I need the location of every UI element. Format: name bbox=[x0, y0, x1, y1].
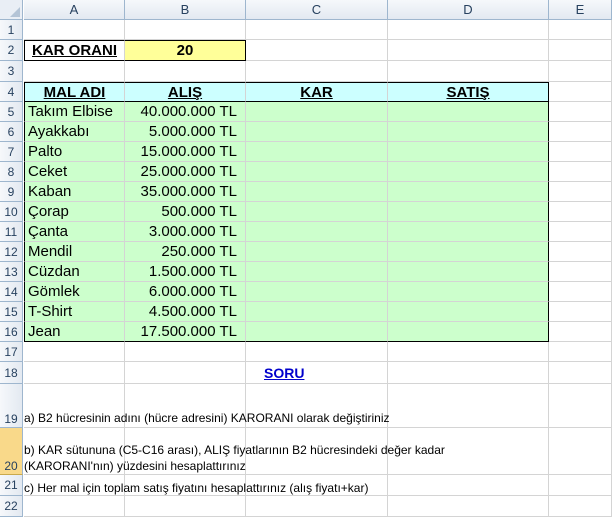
item-kar-cell[interactable] bbox=[246, 262, 388, 282]
item-name-cell[interactable]: Palto bbox=[24, 142, 125, 162]
grid-cell[interactable] bbox=[549, 242, 612, 262]
item-name-cell[interactable]: Jean bbox=[24, 322, 125, 342]
grid-cell[interactable] bbox=[388, 475, 549, 496]
grid-cell[interactable] bbox=[125, 20, 246, 40]
item-price-cell[interactable]: 5.000.000 TL bbox=[125, 122, 246, 142]
row-header-17[interactable]: 17 bbox=[0, 342, 23, 362]
item-satis-cell[interactable] bbox=[388, 142, 549, 162]
grid-cell[interactable] bbox=[125, 496, 246, 517]
header-alis[interactable]: ALIŞ bbox=[125, 82, 246, 102]
grid-cell[interactable] bbox=[549, 142, 612, 162]
kar-orani-value[interactable]: 20 bbox=[125, 40, 246, 61]
grid-cell[interactable] bbox=[246, 20, 388, 40]
item-kar-cell[interactable] bbox=[246, 202, 388, 222]
grid-cell[interactable] bbox=[549, 122, 612, 142]
row-header-7[interactable]: 7 bbox=[0, 142, 23, 162]
row-header-12[interactable]: 12 bbox=[0, 242, 23, 262]
grid-cell[interactable] bbox=[549, 202, 612, 222]
question-b-line1[interactable]: b) KAR sütununa (C5-C16 arası), ALIŞ fiyatlarının B2 hücresindeki değer kadar bbox=[24, 443, 445, 457]
grid-cell[interactable] bbox=[246, 496, 388, 517]
grid-cell[interactable] bbox=[549, 162, 612, 182]
question-c[interactable]: c) Her mal için toplam satış fiyatını hesaplattırınız (alış fiyatı+kar) bbox=[24, 481, 369, 495]
row-header-4[interactable]: 4 bbox=[0, 82, 23, 102]
grid-cell[interactable] bbox=[549, 322, 612, 342]
column-header-d[interactable]: D bbox=[388, 0, 549, 20]
select-all-corner[interactable] bbox=[0, 0, 23, 20]
item-price-cell[interactable]: 15.000.000 TL bbox=[125, 142, 246, 162]
row-header-21[interactable]: 21 bbox=[0, 475, 23, 496]
grid-cell[interactable] bbox=[388, 61, 549, 82]
grid-cell[interactable] bbox=[549, 20, 612, 40]
item-satis-cell[interactable] bbox=[388, 222, 549, 242]
item-price-cell[interactable]: 40.000.000 TL bbox=[125, 102, 246, 122]
grid-cell[interactable] bbox=[125, 362, 246, 384]
row-header-13[interactable]: 13 bbox=[0, 262, 23, 282]
row-header-11[interactable]: 11 bbox=[0, 222, 23, 242]
grid-cell[interactable] bbox=[125, 342, 246, 362]
item-kar-cell[interactable] bbox=[246, 242, 388, 262]
row-header-15[interactable]: 15 bbox=[0, 302, 23, 322]
grid-cell[interactable] bbox=[388, 496, 549, 517]
item-name-cell[interactable]: Takım Elbise bbox=[24, 102, 125, 122]
item-name-cell[interactable]: Ceket bbox=[24, 162, 125, 182]
row-header-3[interactable]: 3 bbox=[0, 61, 23, 82]
row-header-20[interactable]: 20 bbox=[0, 428, 23, 475]
grid-cell[interactable] bbox=[549, 282, 612, 302]
row-header-18[interactable]: 18 bbox=[0, 362, 23, 384]
grid-cell[interactable] bbox=[388, 362, 549, 384]
item-price-cell[interactable]: 250.000 TL bbox=[125, 242, 246, 262]
grid-cell[interactable] bbox=[549, 102, 612, 122]
column-header-c[interactable]: C bbox=[246, 0, 388, 20]
column-header-e[interactable]: E bbox=[549, 0, 612, 20]
item-satis-cell[interactable] bbox=[388, 102, 549, 122]
item-kar-cell[interactable] bbox=[246, 222, 388, 242]
item-kar-cell[interactable] bbox=[246, 302, 388, 322]
item-satis-cell[interactable] bbox=[388, 302, 549, 322]
grid-cell[interactable] bbox=[549, 342, 612, 362]
item-satis-cell[interactable] bbox=[388, 242, 549, 262]
item-kar-cell[interactable] bbox=[246, 282, 388, 302]
grid-cell[interactable] bbox=[125, 61, 246, 82]
select-all-icon bbox=[10, 7, 20, 17]
item-price-cell[interactable]: 6.000.000 TL bbox=[125, 282, 246, 302]
grid-cell[interactable] bbox=[24, 496, 125, 517]
grid-cell[interactable] bbox=[549, 182, 612, 202]
grid-cell[interactable] bbox=[24, 20, 125, 40]
item-name-cell[interactable]: Cüzdan bbox=[24, 262, 125, 282]
kar-orani-label[interactable]: KAR ORANI bbox=[24, 40, 125, 61]
grid-cell[interactable] bbox=[549, 61, 612, 82]
grid-cell[interactable] bbox=[24, 61, 125, 82]
header-satis[interactable]: SATIŞ bbox=[388, 82, 549, 102]
item-name-cell[interactable]: Mendil bbox=[24, 242, 125, 262]
grid-cell[interactable] bbox=[388, 342, 549, 362]
item-price-cell[interactable]: 500.000 TL bbox=[125, 202, 246, 222]
grid-cell[interactable] bbox=[24, 342, 125, 362]
item-name-cell[interactable]: Çanta bbox=[24, 222, 125, 242]
grid-cell[interactable] bbox=[246, 342, 388, 362]
header-kar[interactable]: KAR bbox=[246, 82, 388, 102]
row-header-2[interactable]: 2 bbox=[0, 40, 23, 61]
item-kar-cell[interactable] bbox=[246, 102, 388, 122]
row-header-5[interactable]: 5 bbox=[0, 102, 23, 122]
item-kar-cell[interactable] bbox=[246, 322, 388, 342]
question-a[interactable]: a) B2 hücresinin adını (hücre adresini) KARORANI olarak değiştiriniz bbox=[24, 411, 390, 425]
grid-cell[interactable] bbox=[549, 40, 612, 61]
question-b-line2[interactable]: (KARORANI'nın) yüzdesini hesaplattırınız bbox=[24, 459, 246, 473]
row-header-8[interactable]: 8 bbox=[0, 162, 23, 182]
grid-cell[interactable] bbox=[24, 362, 125, 384]
grid-cell[interactable] bbox=[549, 302, 612, 322]
item-satis-cell[interactable] bbox=[388, 162, 549, 182]
item-price-cell[interactable]: 25.000.000 TL bbox=[125, 162, 246, 182]
item-kar-cell[interactable] bbox=[246, 142, 388, 162]
row-header-1[interactable]: 1 bbox=[0, 20, 23, 40]
header-mal-adi[interactable]: MAL ADI bbox=[24, 82, 125, 102]
grid-cell[interactable] bbox=[388, 20, 549, 40]
item-price-cell[interactable]: 4.500.000 TL bbox=[125, 302, 246, 322]
item-price-cell[interactable]: 1.500.000 TL bbox=[125, 262, 246, 282]
row-header-10[interactable]: 10 bbox=[0, 202, 23, 222]
grid-cell[interactable] bbox=[246, 40, 388, 61]
row-header-22[interactable]: 22 bbox=[0, 496, 23, 517]
item-name-cell[interactable]: Gömlek bbox=[24, 282, 125, 302]
row-header-16[interactable]: 16 bbox=[0, 322, 23, 342]
soru-link[interactable]: SORU bbox=[264, 365, 305, 381]
grid-cell[interactable] bbox=[549, 222, 612, 242]
grid-cell[interactable] bbox=[549, 82, 612, 102]
item-name-cell[interactable]: Çorap bbox=[24, 202, 125, 222]
grid-cell[interactable] bbox=[549, 496, 612, 517]
column-header-a[interactable]: A bbox=[24, 0, 125, 20]
item-kar-cell[interactable] bbox=[246, 162, 388, 182]
item-name-cell[interactable]: Kaban bbox=[24, 182, 125, 202]
grid-cell[interactable] bbox=[549, 475, 612, 496]
item-satis-cell[interactable] bbox=[388, 182, 549, 202]
item-satis-cell[interactable] bbox=[388, 322, 549, 342]
item-price-cell[interactable]: 3.000.000 TL bbox=[125, 222, 246, 242]
item-price-cell[interactable]: 17.500.000 TL bbox=[125, 322, 246, 342]
item-price-cell[interactable]: 35.000.000 TL bbox=[125, 182, 246, 202]
row-header-6[interactable]: 6 bbox=[0, 122, 23, 142]
item-satis-cell[interactable] bbox=[388, 282, 549, 302]
grid-cell[interactable] bbox=[388, 40, 549, 61]
grid-cell[interactable] bbox=[246, 61, 388, 82]
row-header-19[interactable]: 19 bbox=[0, 384, 23, 428]
grid-cell[interactable] bbox=[388, 384, 549, 428]
item-kar-cell[interactable] bbox=[246, 182, 388, 202]
item-satis-cell[interactable] bbox=[388, 262, 549, 282]
item-satis-cell[interactable] bbox=[388, 122, 549, 142]
item-name-cell[interactable]: Ayakkabı bbox=[24, 122, 125, 142]
item-kar-cell[interactable] bbox=[246, 122, 388, 142]
row-header-14[interactable]: 14 bbox=[0, 282, 23, 302]
grid-cell[interactable] bbox=[549, 262, 612, 282]
grid-cell[interactable] bbox=[549, 362, 612, 384]
grid-cell[interactable] bbox=[549, 428, 612, 475]
row-header-9[interactable]: 9 bbox=[0, 182, 23, 202]
grid-cell[interactable] bbox=[549, 384, 612, 428]
item-name-cell[interactable]: T-Shirt bbox=[24, 302, 125, 322]
item-satis-cell[interactable] bbox=[388, 202, 549, 222]
column-header-b[interactable]: B bbox=[125, 0, 246, 20]
